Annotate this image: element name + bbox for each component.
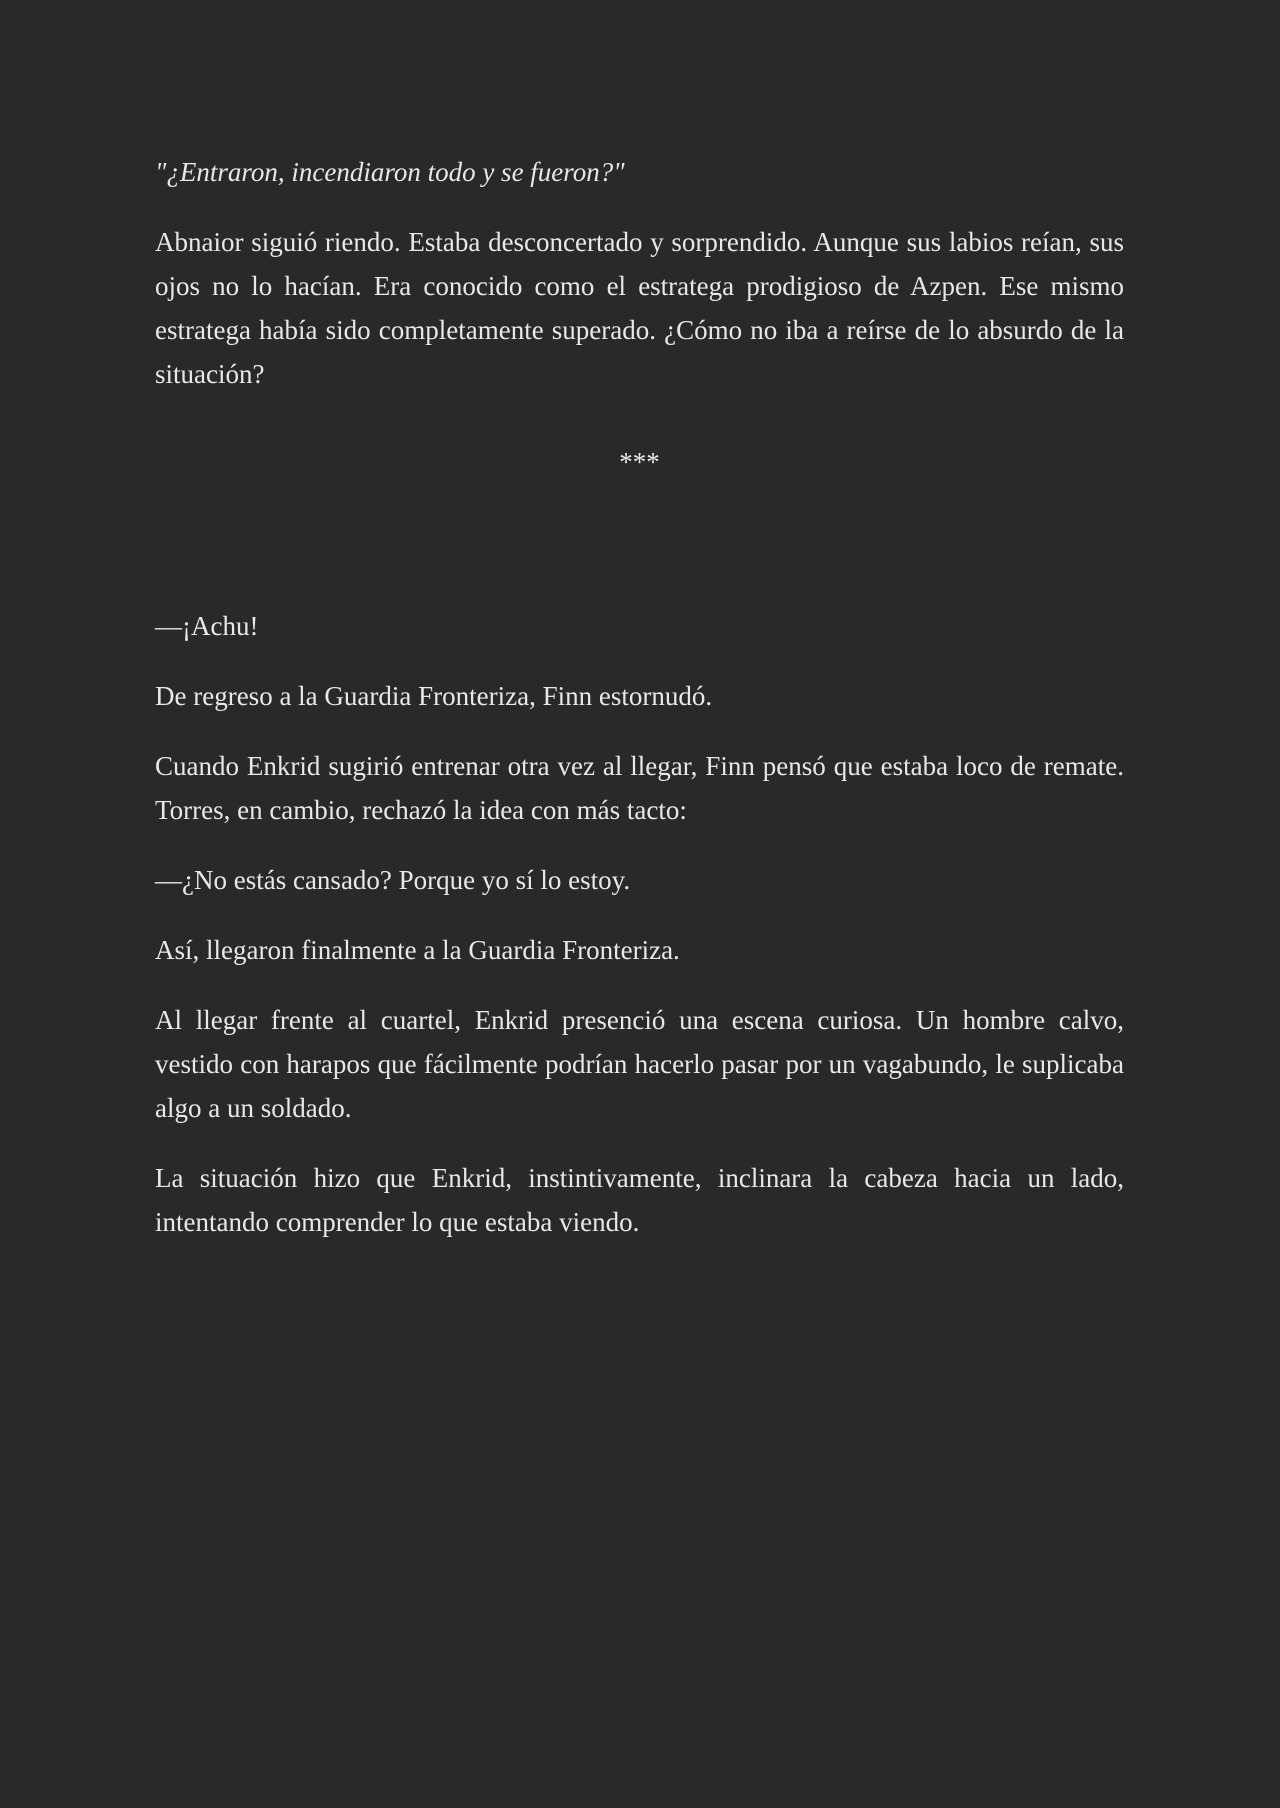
paragraph: De regreso a la Guardia Fronteriza, Finn estornudó. <box>155 681 713 711</box>
paragraph-quote: "¿Entraron, incendiaron todo y se fueron?" <box>155 157 625 187</box>
scene-separator: *** <box>619 447 660 477</box>
paragraph: Abnaior siguió riendo. Estaba desconcertado y sorprendido. Aunque sus labios reían, sus ojos no lo hacían. Era conocido como el estratega prodigioso de Azpen. Ese mismo estratega había sido completamente superado. ¿Cómo no iba a reírse de lo absurdo de la situación? <box>155 227 1124 389</box>
paragraph: Cuando Enkrid sugirió entrenar otra vez al llegar, Finn pensó que estaba loco de remate. Torres, en cambio, rechazó la idea con más tacto: <box>155 751 1124 825</box>
paragraph: Así, llegaron finalmente a la Guardia Fronteriza. <box>155 935 680 965</box>
paragraph: La situación hizo que Enkrid, instintivamente, inclinara la cabeza hacia un lado, intentando comprender lo que estaba viendo. <box>155 1163 1124 1237</box>
chapter-text <box>155 150 1124 1270</box>
paragraph: —¡Achu! <box>155 611 259 641</box>
paragraph: Al llegar frente al cuartel, Enkrid presenció una escena curiosa. Un hombre calvo, vestido con harapos que fácilmente podrían hacerlo pasar por un vagabundo, le suplicaba algo a un soldado. <box>155 1005 1124 1123</box>
paragraph: —¿No estás cansado? Porque yo sí lo estoy. <box>155 865 631 895</box>
